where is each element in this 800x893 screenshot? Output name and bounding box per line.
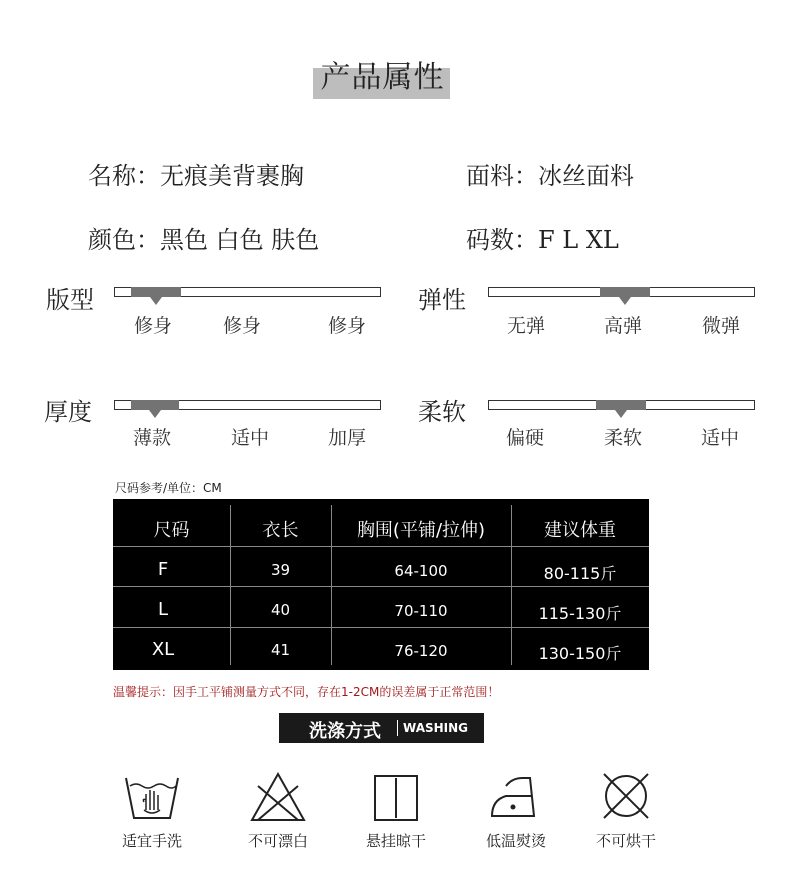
slider-marker-thickness — [149, 410, 161, 418]
table-cell: L — [157, 599, 169, 620]
washing-title-en: WASHING — [403, 721, 469, 735]
care-label-hand-wash: 适宜手洗 — [121, 832, 182, 850]
slider-fill-thickness — [131, 400, 179, 410]
hand-wash-icon — [122, 772, 182, 828]
slider-label-fit: 版型 — [46, 286, 94, 314]
table-cell: 76-120 — [394, 642, 448, 660]
table-header: 胸围(平铺/拉伸) — [356, 520, 486, 541]
warm-tip: 温馨提示：因手工平铺测量方式不同，存在1-2CM的误差属于正常范围！ — [113, 685, 500, 699]
size-note: 尺码参考/单位：CM — [115, 481, 222, 495]
attribute-sizes: 码数：F L XL — [466, 226, 619, 254]
no-bleach-icon — [248, 770, 308, 826]
slider-label-elasticity: 弹性 — [418, 286, 466, 314]
slider-option: 高弹 — [604, 315, 643, 337]
slider-fill-softness — [596, 400, 646, 410]
table-header: 建议体重 — [544, 520, 616, 541]
hang-dry-icon — [366, 772, 426, 828]
page-title: 产品属性 — [320, 60, 445, 95]
care-label-hang-dry: 悬挂晾干 — [365, 832, 426, 850]
table-header: 尺码 — [153, 520, 190, 541]
table-cell: 115-130斤 — [538, 604, 622, 623]
slider-bar-elasticity — [488, 287, 755, 297]
table-header: 衣长 — [262, 520, 299, 541]
table-cell: 41 — [270, 641, 291, 659]
slider-marker-softness — [615, 410, 627, 418]
slider-option: 适中 — [701, 427, 740, 449]
attribute-fabric: 面料：冰丝面料 — [466, 162, 634, 190]
table-cell: F — [157, 559, 169, 580]
low-iron-icon — [486, 772, 546, 828]
slider-marker-fit — [150, 297, 162, 305]
care-label-low-iron: 低温熨烫 — [485, 832, 546, 850]
table-cell: 80-115斤 — [543, 564, 617, 583]
table-cell: 40 — [270, 601, 291, 619]
no-tumble-dry-icon — [596, 770, 656, 826]
table-cell: 39 — [270, 561, 291, 579]
table-cell: 70-110 — [394, 602, 448, 620]
slider-marker-elasticity — [619, 297, 631, 305]
slider-fill-fit — [131, 287, 181, 297]
slider-fill-elasticity — [600, 287, 650, 297]
table-divider — [113, 586, 649, 587]
slider-bar-thickness — [114, 400, 381, 410]
washing-title-separator — [397, 720, 398, 736]
slider-option: 偏硬 — [506, 427, 545, 449]
slider-option: 加厚 — [328, 427, 367, 449]
washing-title-cn: 洗涤方式 — [309, 721, 381, 742]
table-divider — [113, 627, 649, 628]
attribute-color: 颜色：黑色 白色 肤色 — [88, 226, 320, 254]
slider-option: 修身 — [328, 315, 367, 337]
slider-option: 柔软 — [604, 427, 643, 449]
slider-bar-fit — [114, 287, 381, 297]
slider-label-thickness: 厚度 — [44, 398, 92, 426]
care-label-no-tumble-dry: 不可烘干 — [595, 832, 656, 850]
slider-label-softness: 柔软 — [418, 398, 466, 426]
table-cell: XL — [151, 639, 175, 660]
slider-option: 适中 — [231, 427, 270, 449]
table-cell: 130-150斤 — [538, 644, 622, 663]
slider-option: 修身 — [223, 315, 262, 337]
slider-option: 无弹 — [507, 315, 546, 337]
washing-banner — [279, 713, 484, 743]
slider-option: 修身 — [134, 315, 173, 337]
care-label-no-bleach: 不可漂白 — [247, 832, 308, 850]
size-table — [113, 499, 649, 670]
slider-option: 薄款 — [133, 427, 172, 449]
table-divider — [113, 546, 649, 547]
slider-option: 微弹 — [702, 315, 741, 337]
attribute-name: 名称：无痕美背裹胸 — [88, 162, 304, 190]
table-cell: 64-100 — [394, 562, 448, 580]
slider-bar-softness — [488, 400, 755, 410]
